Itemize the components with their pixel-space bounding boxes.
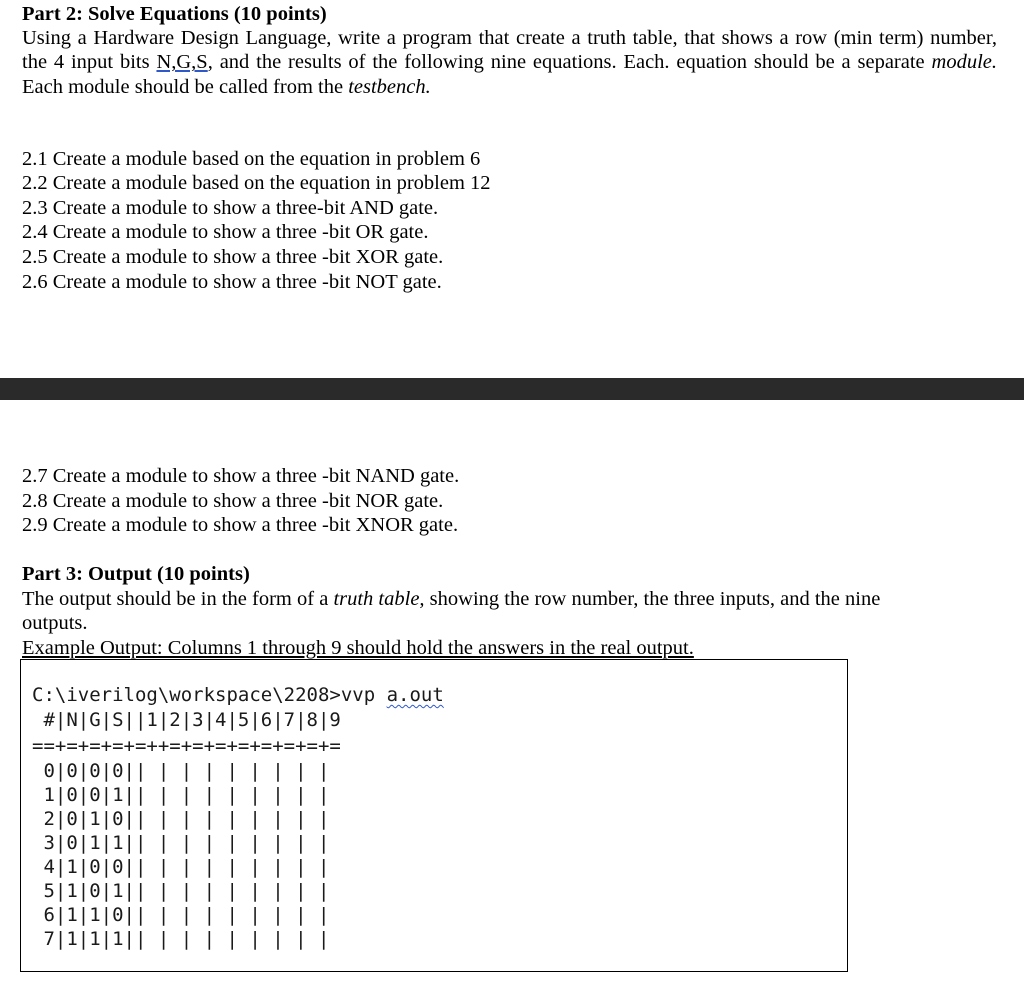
console-prompt-line bbox=[32, 684, 444, 707]
intro-text-3: Each module should be called from the bbox=[22, 75, 349, 98]
item-2-2: 2.2 Create a module based on the equation in problem 12 bbox=[22, 172, 491, 194]
item-2-8: 2.8 Create a module to show a three -bit NOR gate. bbox=[22, 490, 444, 512]
desc-text-1: The output should be in the form of a bbox=[22, 588, 334, 610]
console-separator: ==+=+=+=+=++=+=+=+=+=+=+=+= bbox=[32, 735, 341, 757]
console-row: 0|0|0|0|| | | | | | | | | bbox=[32, 760, 330, 782]
page-divider bbox=[0, 378, 1024, 400]
part2-heading: Part 2: Solve Equations (10 points) bbox=[22, 3, 327, 25]
console-row: 3|0|1|1|| | | | | | | | | bbox=[32, 832, 330, 854]
console-row: 1|0|0|1|| | | | | | | | | bbox=[32, 784, 330, 806]
item-2-3: 2.3 Create a module to show a three-bit AND gate. bbox=[22, 197, 439, 219]
intro-text-1: Using a Hardware Design Language, write a program that create a truth table, that shows a row (min term) number, the 4 input bits bbox=[22, 27, 997, 74]
console-output-box bbox=[20, 659, 848, 972]
part3-desc bbox=[22, 587, 922, 636]
console-prompt: C:\iverilog\workspace\2208>vvp bbox=[32, 684, 387, 706]
desc-text-2: showing the row number, the three inputs, and the nine outputs. bbox=[22, 588, 881, 635]
item-2-5: 2.5 Create a module to show a three -bit XOR gate. bbox=[22, 246, 444, 268]
part2-intro bbox=[22, 26, 997, 99]
item-2-1: 2.1 Create a module based on the equation in problem 6 bbox=[22, 148, 481, 170]
console-row: 6|1|1|0|| | | | | | | | | bbox=[32, 904, 330, 926]
console-row: 5|1|0|1|| | | | | | | | | bbox=[32, 880, 330, 902]
item-2-9: 2.9 Create a module to show a three -bit XNOR gate. bbox=[22, 514, 459, 536]
desc-truth-table: truth table, bbox=[333, 588, 425, 610]
intro-testbench: testbench. bbox=[348, 75, 431, 98]
item-2-6: 2.6 Create a module to show a three -bit NOT gate. bbox=[22, 271, 442, 293]
console-row: 4|1|0|0|| | | | | | | | | bbox=[32, 856, 330, 878]
intro-text-2: , and the results of the following nine equations. Each. equation should be a separate bbox=[207, 51, 932, 74]
item-2-7: 2.7 Create a module to show a three -bit NAND gate. bbox=[22, 465, 460, 487]
item-2-4: 2.4 Create a module to show a three -bit OR gate. bbox=[22, 221, 429, 243]
console-command-arg: a.out bbox=[386, 684, 444, 706]
console-row: 2|0|1|0|| | | | | | | | | bbox=[32, 808, 330, 830]
intro-bits: N,G,S bbox=[156, 51, 208, 74]
part3-heading: Part 3: Output (10 points) bbox=[22, 563, 250, 585]
example-output-line: Example Output: Columns 1 through 9 should hold the answers in the real output. bbox=[22, 637, 694, 659]
console-row: 7|1|1|1|| | | | | | | | | bbox=[32, 928, 330, 950]
intro-module: module. bbox=[931, 51, 997, 74]
console-header: #|N|G|S||1|2|3|4|5|6|7|8|9 bbox=[32, 709, 341, 731]
